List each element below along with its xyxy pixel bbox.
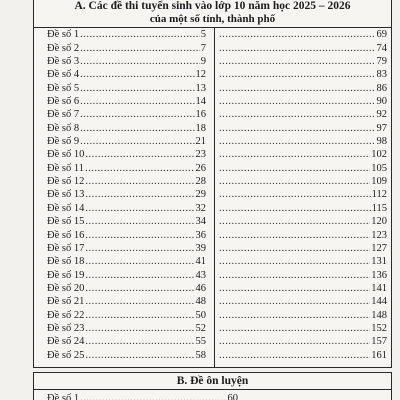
dot-leader [85, 203, 194, 215]
entry-page-number: 32 [195, 202, 206, 214]
toc-entry [215, 295, 391, 308]
toc-entry [34, 55, 214, 68]
section-a-subtitle: của một số tỉnh, thành phố [149, 13, 276, 25]
section-a-heading [34, 0, 391, 28]
dot-leader [80, 96, 194, 108]
toc-entry [215, 201, 391, 214]
dot-leader [85, 176, 194, 188]
toc-entry [34, 335, 214, 348]
dot-leader [80, 56, 200, 68]
dot-leader [219, 216, 370, 228]
dot-leader [80, 136, 194, 148]
dot-leader [85, 163, 195, 175]
dot-leader [219, 69, 376, 81]
dot-leader [85, 149, 194, 161]
toc-entry [215, 121, 391, 134]
entry-page-number: 26 [195, 162, 206, 174]
entry-page-number: 43 [195, 269, 206, 281]
toc-entry [34, 255, 214, 268]
dot-leader [219, 56, 376, 68]
entry-label: Đề số 4 [47, 69, 80, 81]
entry-page-number: 161 [371, 349, 387, 361]
entry-label: Đề số 18 [47, 256, 85, 268]
dot-leader [219, 136, 376, 148]
entry-page-number: 46 [195, 282, 206, 294]
dot-leader [85, 256, 194, 268]
dot-leader [219, 109, 376, 121]
entry-page-number: 131 [371, 256, 387, 268]
dot-leader [85, 270, 194, 282]
entry-page-number: 60 [227, 393, 238, 400]
entry-page-number: 50 [195, 309, 206, 321]
entry-page-number: 12 [195, 69, 206, 81]
entry-label: Đề số 1 [47, 29, 80, 41]
dot-leader [219, 323, 370, 335]
toc-entry [34, 215, 214, 228]
dot-leader [219, 203, 371, 215]
toc-entry [34, 121, 214, 134]
section-b-title: B. Đề ôn luyện [34, 373, 391, 390]
toc-entry [215, 215, 391, 228]
entry-page-number: 123 [371, 229, 387, 241]
entry-label: Đề số 7 [47, 109, 80, 121]
toc-entry [215, 81, 391, 94]
toc-entry [34, 228, 214, 241]
entry-page-number: 157 [371, 336, 387, 348]
entry-label: Đề số 6 [47, 96, 80, 108]
toc-entry [215, 135, 391, 148]
section-a-left-column [34, 28, 215, 367]
dot-leader [219, 29, 376, 41]
entry-page-number: 97 [376, 122, 387, 134]
entry-page-number: 39 [195, 242, 206, 254]
toc-entry [34, 391, 274, 400]
entry-label: Đề số 14 [47, 202, 85, 214]
entry-label: Đề số 19 [47, 269, 85, 281]
toc-entry [34, 295, 214, 308]
dot-leader [219, 310, 370, 322]
entry-page-number: 90 [376, 96, 387, 108]
dot-leader [219, 83, 376, 95]
toc-entry [34, 161, 214, 174]
dot-leader [219, 189, 371, 201]
entry-page-number: 16 [195, 109, 206, 121]
entry-page-number: 102 [371, 149, 387, 161]
entry-label: Đề số 15 [47, 216, 85, 228]
dot-leader [219, 43, 376, 55]
dot-leader [80, 83, 194, 95]
entry-page-number: 92 [376, 109, 387, 121]
entry-page-number: 58 [195, 349, 206, 361]
toc-entry [215, 348, 391, 361]
entry-page-number: 83 [376, 69, 387, 81]
dot-leader [80, 29, 200, 41]
toc-entry [215, 41, 391, 54]
entry-label: Đề số 21 [47, 296, 85, 308]
entry-label: Đề số 11 [47, 162, 84, 174]
section-a-box [33, 0, 392, 368]
toc-entry [34, 308, 214, 321]
entry-page-number: 79 [376, 56, 387, 68]
entry-page-number: 9 [200, 56, 206, 68]
entry-page-number: 14 [195, 96, 206, 108]
toc-entry [215, 55, 391, 68]
section-a-title: A. Các đề thi tuyển sinh vào lớp 10 năm học 2025 – 2026 [74, 0, 351, 12]
toc-entry [34, 188, 214, 201]
entry-label: Đề số 5 [47, 82, 80, 94]
dot-leader [219, 230, 370, 242]
toc-entry [215, 255, 391, 268]
toc-entry [34, 28, 214, 41]
toc-entry [34, 41, 214, 54]
entry-page-number: 112 [371, 189, 387, 201]
entry-page-number: 48 [195, 296, 206, 308]
dot-leader [85, 310, 194, 322]
toc-entry [215, 95, 391, 108]
toc-entry [215, 68, 391, 81]
toc-entry [215, 282, 391, 295]
dot-leader [219, 296, 370, 308]
entry-label: Đề số 23 [47, 322, 85, 334]
entry-page-number: 74 [376, 42, 387, 54]
entry-page-number: 144 [371, 296, 387, 308]
toc-entry [34, 282, 214, 295]
toc-entry [215, 28, 391, 41]
toc-entry [34, 201, 214, 214]
entry-page-number: 105 [371, 162, 387, 174]
entry-label: Đề số 9 [47, 136, 80, 148]
dot-leader [85, 216, 194, 228]
dot-leader [219, 270, 370, 282]
entry-label: Đề số 3 [47, 56, 80, 68]
dot-leader [219, 163, 370, 175]
toc-entry [215, 242, 391, 255]
toc-entry [215, 161, 391, 174]
entry-page-number: 69 [376, 29, 387, 41]
entry-page-number: 148 [371, 309, 387, 321]
entry-page-number: 152 [371, 322, 387, 334]
entry-page-number: 23 [195, 149, 206, 161]
entry-label: Đề số 17 [47, 242, 85, 254]
toc-entry [34, 81, 214, 94]
dot-leader [219, 350, 370, 362]
entry-page-number: 52 [195, 322, 206, 334]
entry-page-number: 13 [195, 82, 206, 94]
entry-label: Đề số 20 [47, 282, 85, 294]
entry-label: Đề số 12 [47, 176, 85, 188]
entry-page-number: 136 [371, 269, 387, 281]
dot-leader [80, 393, 226, 400]
entry-page-number: 127 [371, 242, 387, 254]
dot-leader [219, 176, 370, 188]
entry-label: Đề số 24 [47, 336, 85, 348]
entry-page-number: 141 [371, 282, 387, 294]
toc-entry [215, 308, 391, 321]
toc-entry [215, 188, 391, 201]
entry-page-number: 86 [376, 82, 387, 94]
entry-label: Đề số 16 [47, 229, 85, 241]
dot-leader [85, 189, 194, 201]
entry-page-number: 29 [195, 189, 206, 201]
dot-leader [85, 296, 194, 308]
dot-leader [85, 283, 194, 295]
toc-entry [215, 335, 391, 348]
dot-leader [219, 256, 370, 268]
toc-entry [215, 175, 391, 188]
toc-entry [34, 108, 214, 121]
dot-leader [80, 43, 200, 55]
dot-leader [85, 323, 194, 335]
dot-leader [219, 336, 370, 348]
entry-page-number: 109 [371, 176, 387, 188]
toc-entry [215, 268, 391, 281]
toc-entry [215, 322, 391, 335]
toc-entry [34, 175, 214, 188]
dot-leader [219, 283, 370, 295]
section-b-box [33, 372, 392, 400]
toc-entry [34, 242, 214, 255]
dot-leader [80, 69, 194, 81]
entry-page-number: 36 [195, 229, 206, 241]
entry-label: Đề số 8 [47, 122, 80, 134]
entry-label: Đề số 10 [47, 149, 85, 161]
entry-page-number: 120 [371, 216, 387, 228]
entry-label: Đề số 13 [47, 189, 85, 201]
entry-page-number: 41 [195, 256, 206, 268]
dot-leader [219, 243, 370, 255]
entry-page-number: 55 [195, 336, 206, 348]
dot-leader [85, 243, 194, 255]
entry-page-number: 18 [195, 122, 206, 134]
toc-entry [215, 228, 391, 241]
toc-entry [34, 268, 214, 281]
entry-page-number: 21 [195, 136, 206, 148]
toc-entry [34, 322, 214, 335]
dot-leader [85, 230, 194, 242]
toc-entry [215, 108, 391, 121]
toc-page [33, 0, 392, 400]
dot-leader [85, 350, 194, 362]
toc-entry [34, 348, 214, 361]
entry-page-number: 28 [195, 176, 206, 188]
entry-page-number: 7 [200, 42, 206, 54]
entry-label: Đề số 22 [47, 309, 85, 321]
toc-entry [34, 148, 214, 161]
dot-leader [80, 123, 194, 135]
dot-leader [219, 123, 376, 135]
dot-leader [219, 96, 376, 108]
entry-page-number: 115 [371, 202, 387, 214]
section-a-right-column [215, 28, 391, 367]
dot-leader [219, 149, 370, 161]
toc-entry [34, 68, 214, 81]
toc-entry [34, 95, 214, 108]
toc-entry [34, 135, 214, 148]
entry-label: Đề số 25 [47, 349, 85, 361]
entry-page-number: 34 [195, 216, 206, 228]
toc-entry [215, 148, 391, 161]
dot-leader [80, 109, 194, 121]
dot-leader [85, 336, 194, 348]
entry-page-number: 5 [200, 29, 206, 41]
entry-label: Đề số 1 [47, 393, 80, 400]
entry-label: Đề số 2 [47, 42, 80, 54]
entry-page-number: 98 [376, 136, 387, 148]
